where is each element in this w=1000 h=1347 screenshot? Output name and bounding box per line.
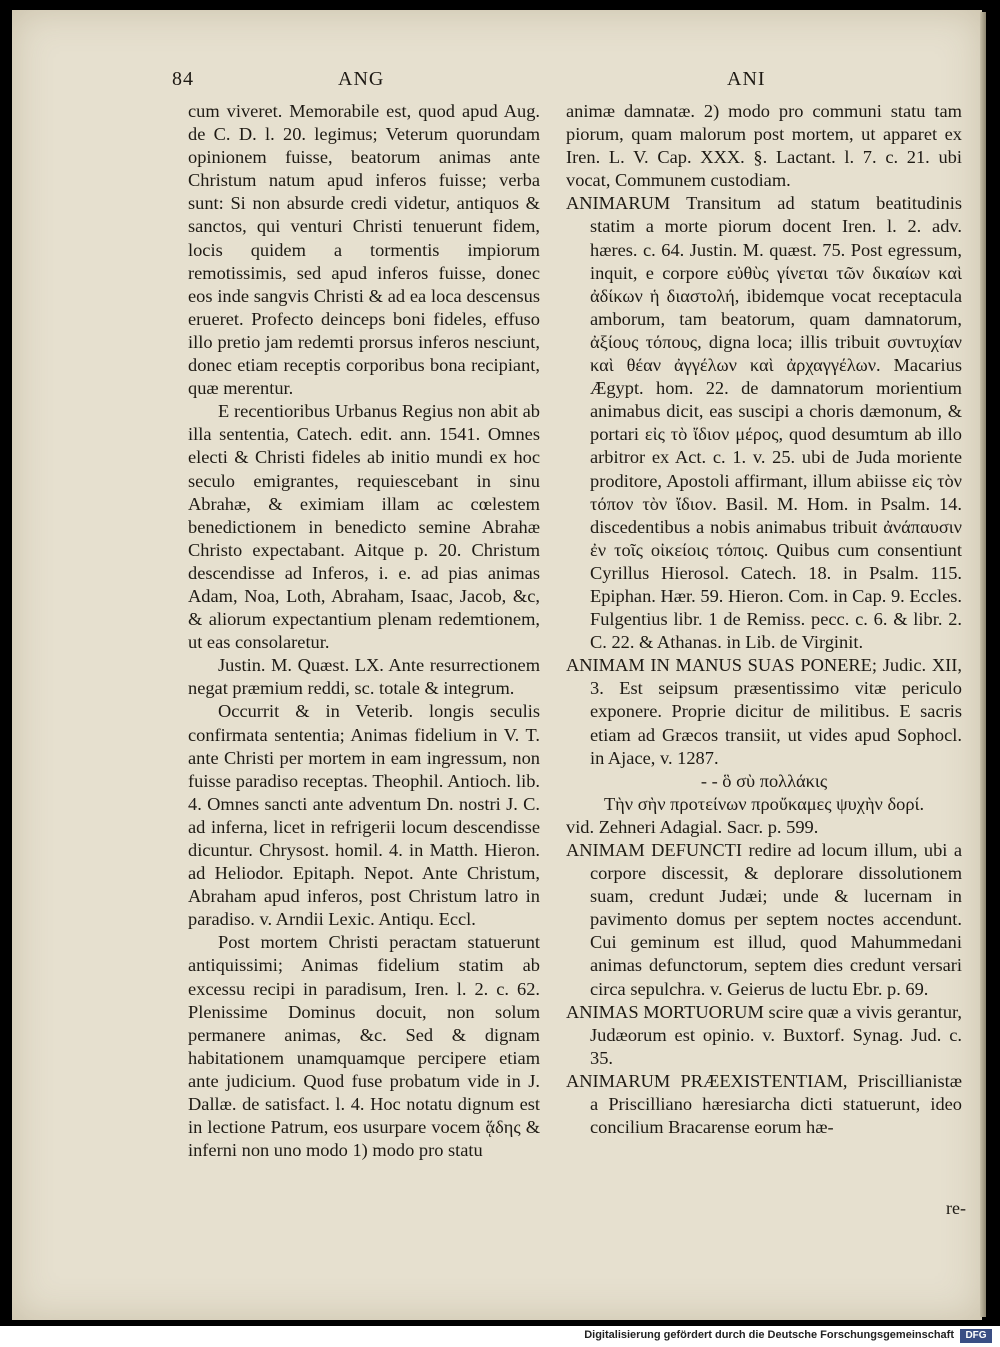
greek-quote: Τὴν σὴν προτείνων προὔκαμες ψυχὴν δορί. — [603, 793, 925, 814]
greek-quote: - - ὃ σὺ πολλάκις — [700, 770, 828, 791]
entry: ANIMAS MORTUORUM scire quæ a vivis gerantur, Judæorum est opinio. v. Buxtorf. Synag. Jud. c. 35. — [566, 1001, 962, 1068]
running-head-right: ANI — [727, 68, 766, 90]
footer-credit: Digitalisierung gefördert durch die Deutsche Forschungsgemeinschaft — [584, 1329, 954, 1341]
paragraph: Post mortem Christi peractam statuerunt antiquissimi; Animas fidelium statim ab excessu recipi in paradisum, Iren. l. 2. c. 62. Plenissime Dominus docuit, non solum permanere animas, &c. Sed & dignam habitationem unamquamque percipere etiam ante judicium. Quod fuse probatum vide in J. Dallæ. de satisfact. l. 4. Hoc notatu dignum est in lectione Patrum, eos usurpare vocem ᾅδης & inferni non uno modo 1) modo pro statu — [188, 932, 540, 1161]
right-column — [566, 100, 962, 1139]
entry: ANIMAM DEFUNCTI redire ad locum illum, ubi a corpore discessit, & deplorare dissolutionem suam, credunt Judæi; unde & lucernam in pavimento domus per septem noctes accendunt. Cui geminum est illud, quod Mahummedani animas defunctorum, septem dies credunt versari circa sepulchra. v. Geierus de luctu Ebr. p. 69. — [566, 840, 962, 999]
running-head-left: ANG — [338, 68, 385, 90]
page-edge — [980, 12, 986, 1317]
entry: ANIMARUM Transitum ad statum beatitudinis statim a morte piorum docent Iren. l. 2. adv. hæres. c. 64. Justin. M. quæst. 75. Post egressum, inquit, e corpore εὐθὺς γίνεται τῶν δικαίων καὶ ἀδίκων ἡ διαστολή, ibidemque vocat receptacula amborum, tam beatorum, quam damnatorum, ἀξίους τόπους, digna loca; illis tribuit συντυχίαν καὶ θέαν ἀγγέλων καὶ ἀρχαγγέλων. Macarius Ægypt. hom. 22. de damnatorum morientium animabus dicit, eas suscipi a choris dæmonum, & portari εἰς τὸ ἴδιον μέρος, quod desumtum ab illo arbitror ex Act. c. 1. v. 25. ubi de Juda moriente proditore, Apostoli affirmant, illum abiisse εἰς τὸν τόπον τὸν ἴδιον. Basil. M. Hom. in Psalm. 14. discedentibus a nobis animabus tribuit ἀνάπαυσιν ἐν τοῖς οἰκείοις τόποις. Quibus cum consentiunt Cyrillus Hierosol. Catech. 18. in Psalm. 115. Epiphan. Hær. 59. Hieron. Com. in Cap. 9. Eccles. Fulgentius libr. 1 de Remiss. pecc. c. 6. & libr. 2. C. 22. & Athanas. in Lib. de Virginit. — [566, 193, 962, 653]
entry: ANIMAM IN MANUS SUAS PONERE; Judic. XII, 3. Est seipsum præsentissimo vitæ periculo exponere. Proprie dicitur de militibus. E sacris etiam ad Græcos transiit, ut vides apud Sophocl. in Ajace, v. 1287. — [566, 655, 962, 768]
page-number: 84 — [172, 68, 194, 90]
left-column — [188, 100, 540, 1162]
catchword: re- — [946, 1198, 966, 1218]
paragraph: cum viveret. Memorabile est, quod apud Aug. de C. D. l. 20. legimus; Veterum quorundam opinionem fuisse, beatorum animas ante Christum natum apud inferos fuisse; verba sunt: Si non absurde credi videtur, antiquos & sanctos, qui venturi Christi tenuerunt fidem, locis quidem a tormentis impiorum remotissimis, sed apud inferos fuisse, donec eos inde sangvis Christi & ad ea loca descensus erueret. Profecto deinceps boni fideles, effuso illo pretio jam redemti prorsus inferos nesciunt, donec etiam receptis corporibus bona recipiant, quæ merentur. — [188, 101, 540, 399]
dfg-logo-icon: DFG — [960, 1329, 992, 1343]
paragraph: E recentioribus Urbanus Regius non abit ab illa sententia, Catech. edit. ann. 1541. Omnes electi & Christi fideles ab initio mundi ex hoc seculo emigrantes, requiescebant in sinu Abrahæ, & eximiam illam ac cœlestem benedictionem in benedicto semine Abrahæ Christo expectabant. Aitque p. 20. Christum descendisse ad Inferos, i. e. ad pias animas Adam, Noa, Loth, Abraham, Isaac, Jacob, &c, & aliorum expectantium plenam redemtionem, ut eas consolaretur. — [188, 401, 540, 653]
entry: ANIMARUM PRÆEXISTENTIAM, Priscillianistæ a Priscilliano hæresiarcha dicti statuerunt, ideo concilium Bracarense eorum hæ- — [566, 1070, 962, 1138]
footer-bar — [0, 1326, 1000, 1347]
paragraph: animæ damnatæ. 2) modo pro communi statu tam piorum, quam malorum post mortem, ut apparet ex Iren. L. V. Cap. XXX. §. Lactant. l. 7. c. 21. ubi vocat, Communem custodiam. — [566, 101, 962, 191]
paragraph: Occurrit & in Veterib. longis seculis confirmata sententia; Animas fidelium in V. T. ante Christi per mortem in eam ingressum, non fuisse paradiso receptas. Theophil. Antioch. lib. 4. Omnes sancti ante adventum Dn. nostri J. C. ad inferna, licet in refrigerii locum descendisse dicuntur. Chrysost. homil. 4. in Matth. Hieron. ad Heliodor. Epitaph. Nepot. Ante Christum, Abraham apud inferos, post Christum latro in paradiso. v. Arndii Lexic. Antiqu. Eccl. — [188, 701, 540, 930]
paragraph: vid. Zehneri Adagial. Sacr. p. 599. — [566, 816, 819, 837]
paragraph: Justin. M. Quæst. LX. Ante resurrectionem negat præmium reddi, sc. totale & integrum. — [188, 655, 540, 699]
